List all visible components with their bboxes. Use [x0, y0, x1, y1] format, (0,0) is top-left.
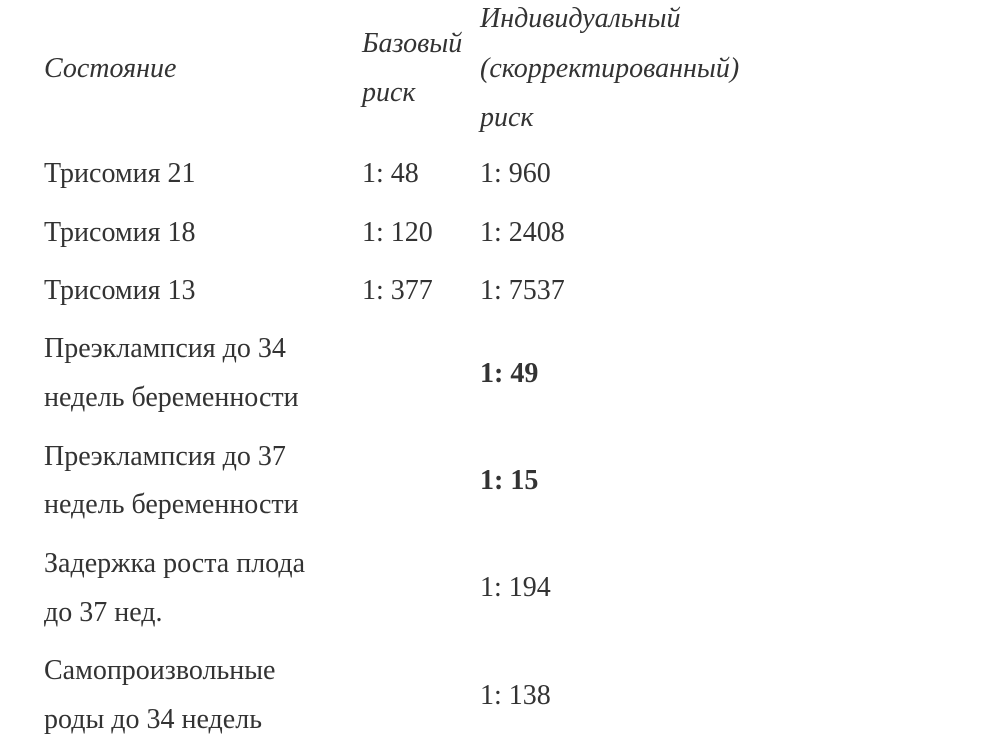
row-base-risk: 1: 120	[362, 217, 433, 248]
row-individual-risk: 1: 194	[480, 572, 551, 603]
row-state: Трисомия 13	[44, 275, 196, 306]
row-base-risk: 1: 48	[362, 158, 419, 189]
row-individual-risk: 1: 15	[480, 465, 539, 496]
header-base-line2: риск	[362, 77, 416, 108]
row-individual-risk: 1: 138	[480, 680, 551, 711]
row-state-line2: до 37 нед.	[44, 597, 163, 628]
row-individual-risk: 1: 49	[480, 358, 539, 389]
header-state: Состояние	[44, 53, 177, 84]
header-individual-line3: риск	[480, 102, 534, 133]
row-state-line2: недель беременности	[44, 489, 299, 520]
row-state-line2: недель беременности	[44, 382, 299, 413]
row-state-line1: Преэклампсия до 34	[44, 333, 286, 364]
row-state-line2: роды до 34 недель	[44, 704, 262, 735]
row-state-line1: Самопроизвольные	[44, 655, 276, 686]
header-base-line1: Базовый	[362, 28, 463, 59]
row-base-risk: 1: 377	[362, 275, 433, 306]
row-individual-risk: 1: 2408	[480, 217, 565, 248]
header-individual-line1: Индивидуальный	[480, 3, 681, 34]
header-individual-line2: (скорректированный)	[480, 53, 740, 84]
row-state-line1: Преэклампсия до 37	[44, 441, 286, 472]
row-state: Трисомия 21	[44, 158, 196, 189]
row-state: Трисомия 18	[44, 217, 196, 248]
row-individual-risk: 1: 7537	[480, 275, 565, 306]
row-individual-risk: 1: 960	[480, 158, 551, 189]
row-state-line1: Задержка роста плода	[44, 548, 306, 579]
risk-table	[44, 0, 984, 753]
